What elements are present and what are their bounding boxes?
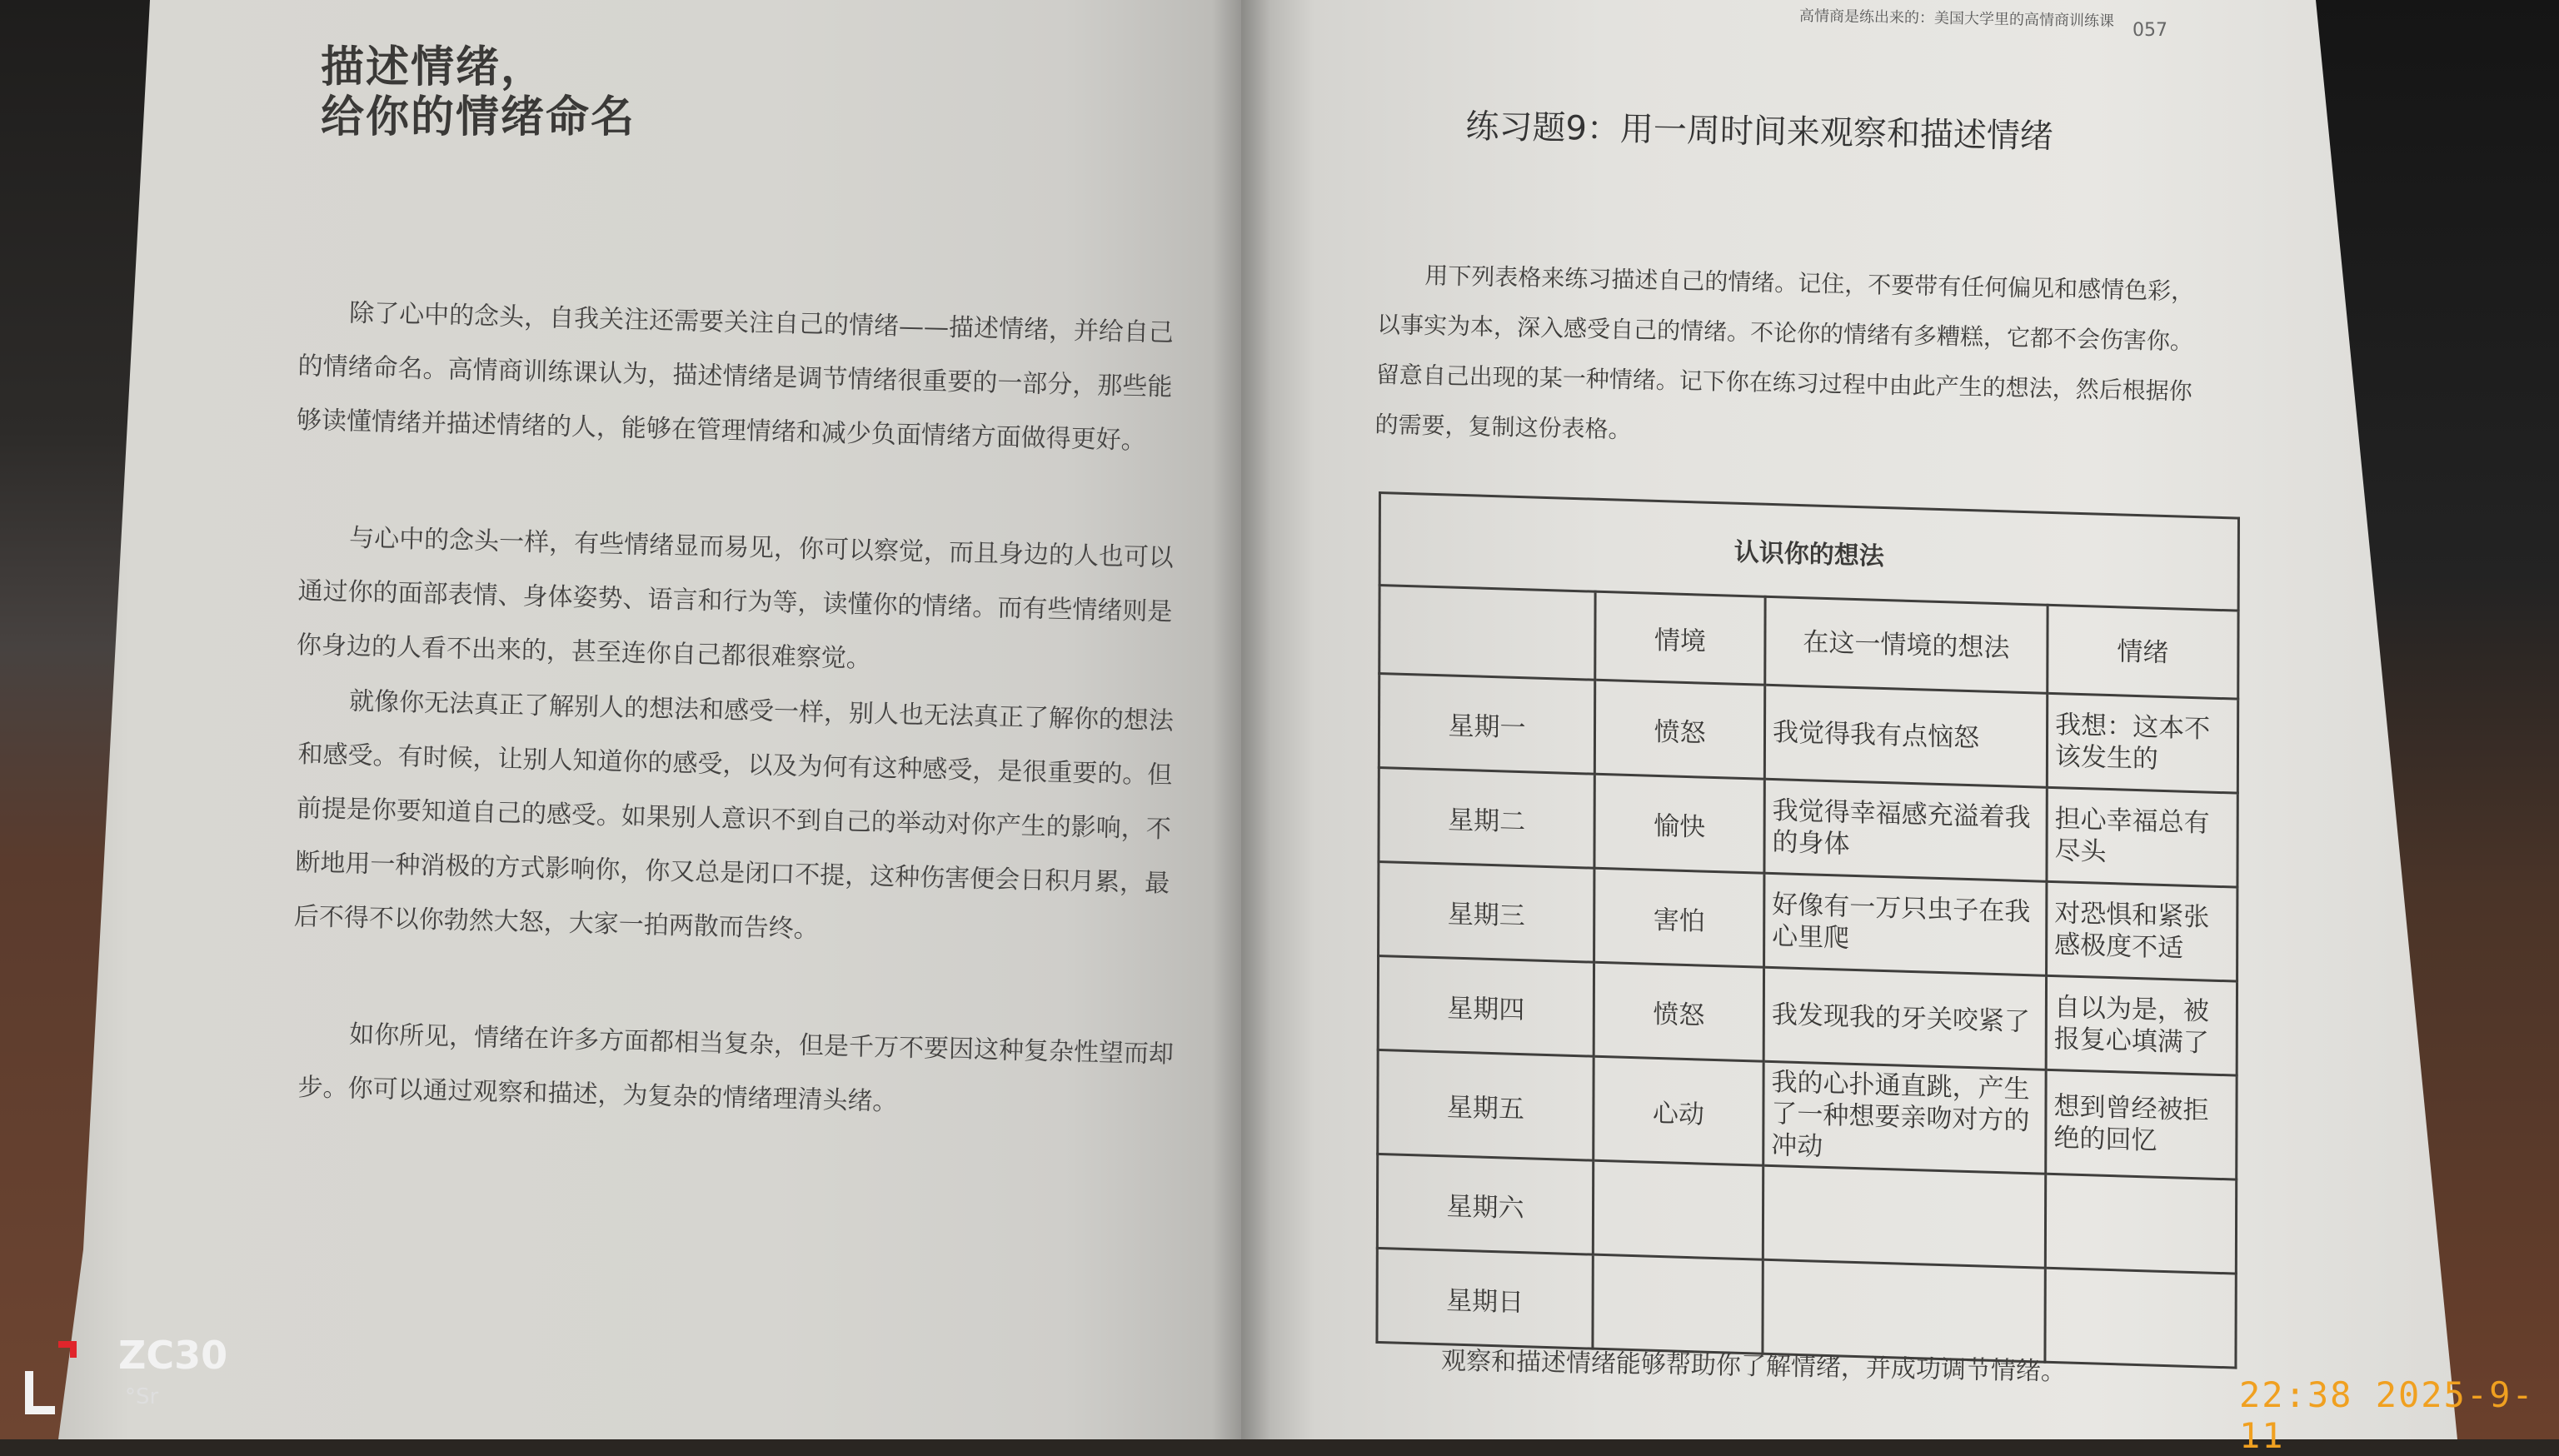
- emotion-cell: [2045, 1268, 2236, 1368]
- running-header: 高情商是练出来的：美国大学里的高情商训练课: [1798, 7, 2115, 31]
- emotion-cell: [2045, 1174, 2236, 1274]
- situation-cell: 愤怒: [1594, 962, 1763, 1061]
- emotion-table: [1375, 491, 2240, 1369]
- left-paragraph-3: 就像你无法真正了解别人的想法和感受一样，别人也无法真正了解你的想法和感受。有时候，让别人知道你的感受，以及为何有这种感受，是很重要的。但前提是你要知道自己的感受。如果别人意识不到自己的举动对你产生的影响，不断地用一种消极的方式影响你，你又总是闭口不提，这种伤害便会日积月累，最后不得不以你勃然大怒，大家一拍两散而告终。: [293, 686, 1175, 945]
- thought-cell: 我觉得我有点恼怒: [1764, 685, 2047, 787]
- situation-cell: [1593, 1254, 1763, 1354]
- left-paragraph-4: 如你所见，情绪在许多方面都相当复杂，但是千万不要因这种复杂性望而却步。你可以通过观察和描述，为复杂的情绪理清头绪。: [297, 1020, 1175, 1117]
- situation-cell: [1593, 1160, 1763, 1259]
- emotion-table-grid: [1375, 491, 2240, 1369]
- book-gutter: [1212, 0, 1270, 1439]
- camera-brand-sub: °Sr: [125, 1384, 159, 1409]
- camera-brand: ZC30: [118, 1333, 228, 1378]
- header-emotion: 情绪: [2048, 605, 2238, 699]
- day-cell: 星期二: [1379, 768, 1594, 869]
- exercise-intro: 用下列表格来练习描述自己的情绪。记住，不要带有任何偏见和感情色彩，以事实为本，深入感受自己的情绪。不论你的情绪有多糟糕，它都不会伤害你。留意自己出现的某一种情绪。记下你在练习过程中由此产生的想法，然后根据你的需要，复制这份表格。: [1374, 262, 2195, 444]
- emotion-cell: 担心幸福总有尽头: [2047, 787, 2237, 887]
- header-thought: 在这一情境的想法: [1765, 596, 2048, 693]
- emotion-cell: 我想：这本不该发生的: [2047, 693, 2237, 793]
- situation-cell: 愉快: [1594, 774, 1764, 873]
- day-cell: 星期五: [1378, 1050, 1594, 1160]
- emotion-cell: 自以为是，被报复心填满了: [2046, 975, 2237, 1075]
- left-paragraph-1: 除了心中的念头，自我关注还需要关注自己的情绪——描述情绪，并给自己的情绪命名。高情商训练课认为，描述情绪是调节情绪很重要的一部分，那些能够读懂情绪并描述情绪的人，能够在管理情绪和减少负面情绪方面做得更好。: [296, 298, 1175, 456]
- chapter-title-line-2: 给你的情绪命名: [321, 92, 636, 142]
- day-cell: 星期四: [1378, 955, 1594, 1056]
- day-cell: 星期日: [1377, 1248, 1593, 1349]
- thought-cell: 我的心扑通直跳，产生了一种想要亲吻对方的冲动: [1763, 1061, 2046, 1174]
- thought-cell: 我觉得幸福感充溢着我的身体: [1764, 779, 2047, 881]
- day-cell: 星期一: [1379, 674, 1594, 775]
- thought-cell: 我发现我的牙关咬紧了: [1763, 967, 2046, 1070]
- thought-cell: 好像有一万只虫子在我心里爬: [1764, 873, 2047, 975]
- camera-logo-icon: [25, 1341, 100, 1416]
- date-time-stamp: 22:38 2025-9-11: [2239, 1374, 2535, 1456]
- exercise-title: 练习题9：用一周时间来观察和描述情绪: [1465, 107, 2054, 157]
- chapter-title-line-1: 描述情绪，: [321, 42, 546, 92]
- emotion-cell: 对恐惧和紧张感极度不适: [2047, 881, 2237, 981]
- header-blank: [1379, 586, 1595, 681]
- left-paragraph-2: 与心中的念头一样，有些情绪显而易见，你可以察觉，而且身边的人也可以通过你的面部表情、身体姿势、语言和行为等，读懂你的情绪。而有些情绪则是你身边的人看不出来的，甚至连你自己都很难察觉。: [296, 523, 1175, 674]
- table-footnote: 观察和描述情绪能够帮助你了解情绪，并成功调节情绪。: [1440, 1346, 2067, 1387]
- page-number: 057: [2132, 20, 2167, 41]
- situation-cell: 害怕: [1594, 868, 1764, 967]
- emotion-cell: 想到曾经被拒绝的回忆: [2046, 1070, 2237, 1179]
- day-cell: 星期六: [1377, 1154, 1593, 1254]
- day-cell: 星期三: [1379, 862, 1594, 963]
- situation-cell: 心动: [1594, 1056, 1763, 1165]
- situation-cell: 愤怒: [1594, 680, 1764, 779]
- table-caption: 认识你的想法: [1379, 493, 2238, 611]
- header-situation: 情境: [1595, 591, 1765, 685]
- thought-cell: [1763, 1165, 2045, 1268]
